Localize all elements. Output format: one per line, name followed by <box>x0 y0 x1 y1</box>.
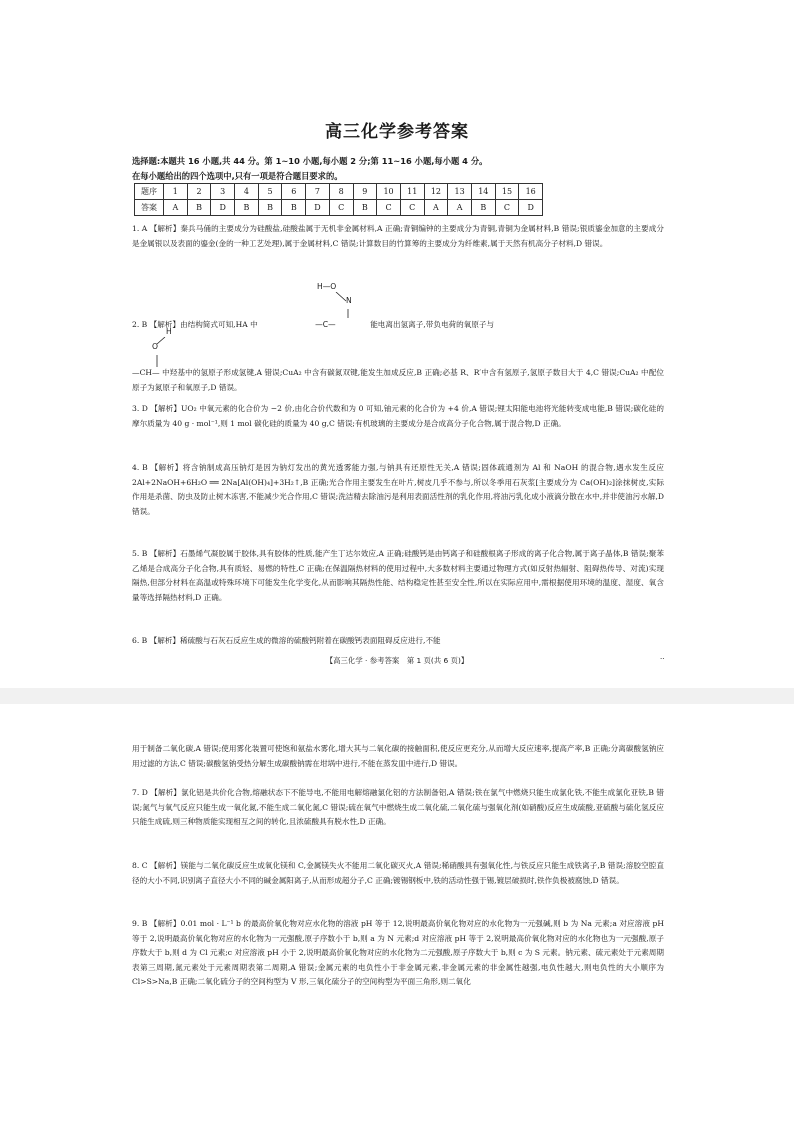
answer-cell: D <box>211 200 235 216</box>
answer-cell: B <box>353 200 377 216</box>
structure-h-o: H—O <box>317 282 337 291</box>
question-number: 2 <box>187 184 211 200</box>
answer-cell: B <box>282 200 306 216</box>
explanation-q1: 1. A 【解析】秦兵马俑的主要成分为硅酸盐,硅酸盐属于无机非金属材料,A 正确;青铜编钟的主要成分为青铜,青铜为金属材料,B 错误;银质鎏金加意的主要成分是金属银以及表面的鎏金(金的一种工艺处理),属于金属材料,C 错误;计算数目的竹算筹的主要成分为纤维素,属于天然有机高分子材料,D 错误。 <box>132 224 664 248</box>
explanation-q6-continued: 用于制备二氧化碳,A 错误;使用雾化装置可使饱和氨盐水雾化,增大其与二氧化碳的接触面积,使反应更充分,从而增大反应速率,提高产率,B 正确;分离碳酸氢钠应用过滤的方法,C 错误;碳酸氢钠受热分解生成碳酸钠需在坩埚中进行,不能在蒸发皿中进行,D 错误。 <box>132 744 664 768</box>
page-separator <box>0 688 794 704</box>
question-number: 3 <box>211 184 235 200</box>
table-row-label: 答案 <box>135 200 164 216</box>
structure-o: O <box>152 342 158 351</box>
answer-page-2 <box>0 704 794 1123</box>
question-number: 13 <box>448 184 472 200</box>
question-number: 7 <box>306 184 330 200</box>
answer-cell: B <box>258 200 282 216</box>
question-number: 6 <box>282 184 306 200</box>
answer-cell: A <box>424 200 448 216</box>
answer-cell: C <box>377 200 401 216</box>
explanation-q3: 3. D 【解析】UO₂ 中氧元素的化合价为 −2 价,由化合价代数和为 0 可知,铀元素的化合价为 +4 价,A 错误;锂太阳能电池将光能转变成电能,B 错误;碳化硅的摩尔质量为 40 g · mol⁻¹,则 1 mol 碳化硅的质量为 40 g,C 错误;有机玻璃的主要成分是合成高分子化合物,属于混合物,D 正确。 <box>132 404 664 428</box>
explanation-q9: 9. B 【解析】0.01 mol · L⁻¹ b 的最高价氧化物对应水化物的溶液 pH 等于 12,说明最高价氧化物对应的水化物为一元强碱,则 b 为 Na 元素;a 对应溶液 pH 等于 2,说明最高价氧化物对应的水化物为一元强酸,原子序数小于 b,则 a 为 N 元素;d 对应溶液 pH 等于 2,说明最高价氧化物对应的水化物也为一元强酸,原子序数大于 b,则 d 为 Cl 元素;c 对应溶液 pH 小于 2,说明最高价氧化物对应的水化物为二元强酸,原子序数大于 b,则 c 为 S 元素。钠元素、硫元素处于元素周期表第三周期,氮元素处于元素周期表第二周期,A 错误;金属元素的电负性小于非金属元素,非金属元素的非金属性越强,电负性越大,则电负性的大小顺序为 Cl>S>Na,B 正确;二氧化硫分子的空间构型为 V 形,三氧化硫分子的空间构型为平面三角形,则二氧化 <box>132 919 664 987</box>
answer-cell: A <box>164 200 188 216</box>
answer-table-number-row <box>135 184 543 200</box>
question-number: 11 <box>400 184 424 200</box>
question-number: 12 <box>424 184 448 200</box>
answer-cell: D <box>519 200 543 216</box>
question-number: 1 <box>164 184 188 200</box>
question-number: 16 <box>519 184 543 200</box>
instructions-line-1: 选择题:本题共 16 小题,共 44 分。第 1~10 小题,每小题 2 分;第 11~16 小题,每小题 4 分。 <box>132 156 488 166</box>
explanation-q5: 5. B 【解析】石墨烯气凝胶属于胶体,具有胶体的性质,能产生丁达尔效应,A 正确;硅酸钙是由钙离子和硅酸根离子形成的离子化合物,属于离子晶体,B 错误;聚苯乙烯是合成高分子化合物,具有质轻、易燃的特性,C 正确;在保温隔热材料的使用过程中,大多数材料主要通过物理方式(如反射热辐射、阻碍热传导、对流)实现隔热,但部分材料在高温或特殊环境下可能发生化学变化,从而影响其隔热性能、结构稳定性甚至安全性,所以在实际应用中,需根据使用环境的温度、湿度、氧含量等选择隔热材料,D 正确。 <box>132 549 664 602</box>
section-instructions <box>132 154 672 184</box>
structure-h: H <box>166 327 172 336</box>
answer-cell: D <box>306 200 330 216</box>
answer-cell: B <box>471 200 495 216</box>
structure-c: —C— <box>315 320 336 329</box>
answer-cell: C <box>329 200 353 216</box>
table-row-label: 题序 <box>135 184 164 200</box>
explanation-q4: 4. B 【解析】将含钠制成高压钠灯是因为钠灯发出的黄光透雾能力强,与钠具有还原性无关,A 错误;固体疏通剂为 Al 和 NaOH 的混合物,遇水发生反应 2Al+2NaOH+6H₂O ══ 2Na[Al(OH)₄]+3H₂↑,B 正确;光合作用主要发生在叶片,树皮几乎不参与,所以冬季用石灰浆[主要成分为 Ca(OH)₂]涂抹树皮,实际作用是杀菌、防虫及防止树木冻害,不能减少光合作用,C 错误;洗洁精去除油污是利用表面活性剂的乳化作用,将油污乳化成小液滴分散在水中,并非使油污水解,D 错误。 <box>132 463 665 516</box>
question-number: 4 <box>235 184 259 200</box>
instructions-line-2: 在每小题给出的四个选项中,只有一项是符合题目要求的。 <box>132 171 343 181</box>
explanation-q2-part3: —CH— 中羟基中的氢原子形成氢键,A 错误;CuA₂ 中含有碳氮双键,能发生加成反应,B 正确;必基 R、R′中含有氢原子,氢原子数目大于 4,C 错误;CuA₂ 中配位原子为氮原子和氧原子,D 错误。 <box>132 368 664 392</box>
question-number: 9 <box>353 184 377 200</box>
answer-table-answer-row <box>135 200 543 216</box>
corner-mark: .. <box>660 653 665 661</box>
answer-cell: A <box>448 200 472 216</box>
page-footer: 【高三化学 · 参考答案 第 1 页(共 6 页)】 <box>325 656 469 665</box>
question-number: 10 <box>377 184 401 200</box>
explanation-q8: 8. C 【解析】镁能与二氧化碳反应生成氧化镁和 C,金属镁失火不能用二氧化碳灭火,A 错误;稀硝酸具有强氧化性,与铁反应只能生成铁离子,B 错误;溶胶空腔直径的大小不同,识别离子直径大小不同的碱金属阳离子,从而形成超分子,C 正确;镀锡钢板中,铁的活动性强于锡,镀层破损时,铁作负极被腐蚀,D 错误。 <box>132 861 664 885</box>
explanation-q6-start: 6. B 【解析】稀硫酸与石灰石反应生成的微溶的硫酸钙附着在碳酸钙表面阻碍反应进行,不能 <box>132 636 441 645</box>
question-number: 8 <box>329 184 353 200</box>
explanation-q2-part1: 2. B 【解析】由结构简式可知,HA 中 <box>132 320 258 329</box>
structure-n: N <box>346 296 352 305</box>
answer-table <box>134 183 543 216</box>
explanation-q7: 7. D 【解析】氯化铝是共价化合物,熔融状态下不能导电,不能用电解熔融氯化铝的方法制备铝,A 错误;铁在氯气中燃烧只能生成氯化铁,不能生成氯化亚铁,B 错误;氮气与氧气反应只能生成一氧化氮,不能生成二氧化氮,C 错误;硫在氧气中燃烧生成二氧化硫,二氧化硫与强氧化剂(如硝酸)反应生成硫酸,亚硫酸与硫化氢反应只能生成硫,则三种物质能实现相互之间的转化,且浓硫酸具有脱水性,D 正确。 <box>132 788 664 827</box>
explanation-q2-part2: 能电离出氢离子,带负电荷的氧原子与 <box>370 320 495 329</box>
answer-cell: C <box>400 200 424 216</box>
question-number: 5 <box>258 184 282 200</box>
question-number: 14 <box>471 184 495 200</box>
answer-cell: B <box>235 200 259 216</box>
question-number: 15 <box>495 184 519 200</box>
page-title: 高三化学参考答案 <box>325 122 469 142</box>
answer-cell: C <box>495 200 519 216</box>
answer-cell: B <box>187 200 211 216</box>
